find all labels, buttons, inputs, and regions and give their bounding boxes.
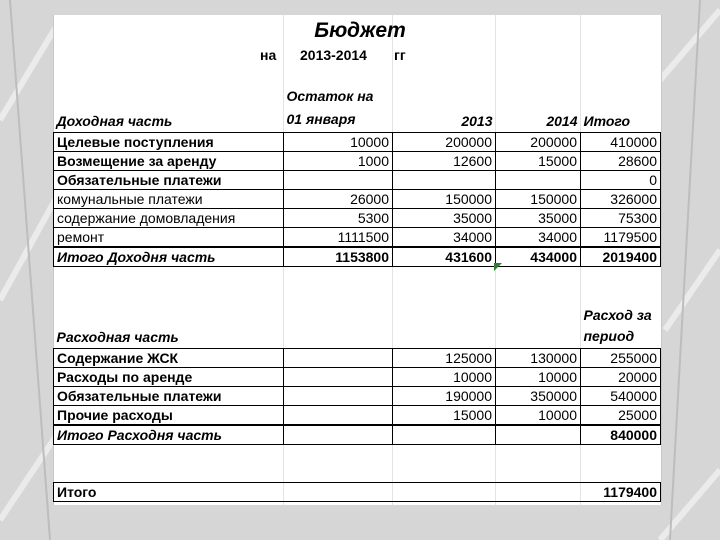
row-label: комунальные платежи [54,190,284,209]
cell-2013: 34000 [393,228,496,248]
cell-2013: 10000 [393,368,496,387]
cell-total: 25000 [581,406,661,426]
row-label: Прочие расходы [54,406,284,426]
table-row [54,133,661,152]
header-2013: 2013 [393,85,496,133]
header-start-balance: Остаток на 01 января [284,85,393,133]
cell-start: 26000 [284,190,393,209]
table-row [54,228,661,248]
grand-total-value: 1179400 [581,483,661,502]
cell-2014: 200000 [496,133,581,152]
cell-start [284,171,393,190]
table-row [54,387,661,406]
grand-total-label: Итого [54,483,581,502]
expense-header-row [54,305,661,349]
cell-2013: 12600 [393,152,496,171]
cell-start: 1000 [284,152,393,171]
expense-table [53,305,661,445]
cell-2013: 190000 [393,387,496,406]
row-label: Итого Доходня часть [54,247,284,267]
cell-2014 [496,171,581,190]
cell-total: 840000 [581,425,661,445]
income-table [53,85,661,267]
empty-cell [393,425,496,445]
table-row [54,171,661,190]
cell-2013: 35000 [393,209,496,228]
cell-2013: 431600 [393,247,496,267]
cell-2014: 34000 [496,228,581,248]
row-label: Содержание ЖСК [54,349,284,368]
cell-start: 10000 [284,133,393,152]
subtitle-period: 2013-2014 [300,47,367,63]
empty-cell [496,425,581,445]
cell-total: 1179500 [581,228,661,248]
cell-2013 [393,171,496,190]
table-row [54,152,661,171]
row-label: Обязательные платежи [54,171,284,190]
cell-2014: 150000 [496,190,581,209]
grand-total-row [54,483,661,502]
expense-total-row [54,425,661,445]
cell-2014: 35000 [496,209,581,228]
empty-cell [496,305,581,349]
row-label: Итого Расходня часть [54,425,284,445]
cell-2014: 10000 [496,368,581,387]
row-label: Обязательные платежи [54,387,284,406]
cell-total: 326000 [581,190,661,209]
cell-total: 255000 [581,349,661,368]
header-2014: 2014 [496,85,581,133]
row-label: Расходы по аренде [54,368,284,387]
row-label: Возмещение за аренду [54,152,284,171]
subtitle-suffix: гг [394,47,406,63]
cell-2013: 150000 [393,190,496,209]
empty-cell [284,368,393,387]
table-row [54,406,661,426]
cell-2014: 130000 [496,349,581,368]
cell-2013: 200000 [393,133,496,152]
cell-2014: 350000 [496,387,581,406]
empty-cell [284,387,393,406]
subtitle-prefix: на [260,47,277,63]
row-label: ремонт [54,228,284,248]
grand-total-table [53,482,661,502]
header-expense-total: Расход за период [581,305,661,349]
cell-start: 1153800 [284,247,393,267]
cell-2013: 125000 [393,349,496,368]
table-row [54,349,661,368]
income-header-row [54,85,661,133]
cell-total: 2019400 [581,247,661,267]
table-row [54,190,661,209]
cell-2014: 10000 [496,406,581,426]
cell-start: 5300 [284,209,393,228]
empty-cell [393,305,496,349]
cell-total: 20000 [581,368,661,387]
income-total-row [54,247,661,267]
empty-cell [284,305,393,349]
row-label: Целевые поступления [54,133,284,152]
empty-cell [284,425,393,445]
cell-total: 540000 [581,387,661,406]
cell-total: 28600 [581,152,661,171]
table-row [54,368,661,387]
cell-2013: 15000 [393,406,496,426]
cell-2014: 434000 [496,247,581,267]
table-row [54,209,661,228]
empty-cell [284,349,393,368]
page-title: Бюджет [314,19,406,42]
cell-total: 410000 [581,133,661,152]
cell-total: 75300 [581,209,661,228]
cell-total: 0 [581,171,661,190]
cell-start: 1111500 [284,228,393,248]
cell-2014: 15000 [496,152,581,171]
cell-marker-icon [494,263,502,271]
row-label: содержание домовладения [54,209,284,228]
expense-header-label: Расходная часть [54,305,284,349]
income-header-label: Доходная часть [54,85,284,133]
empty-cell [284,406,393,426]
header-total: Итого [581,85,661,133]
